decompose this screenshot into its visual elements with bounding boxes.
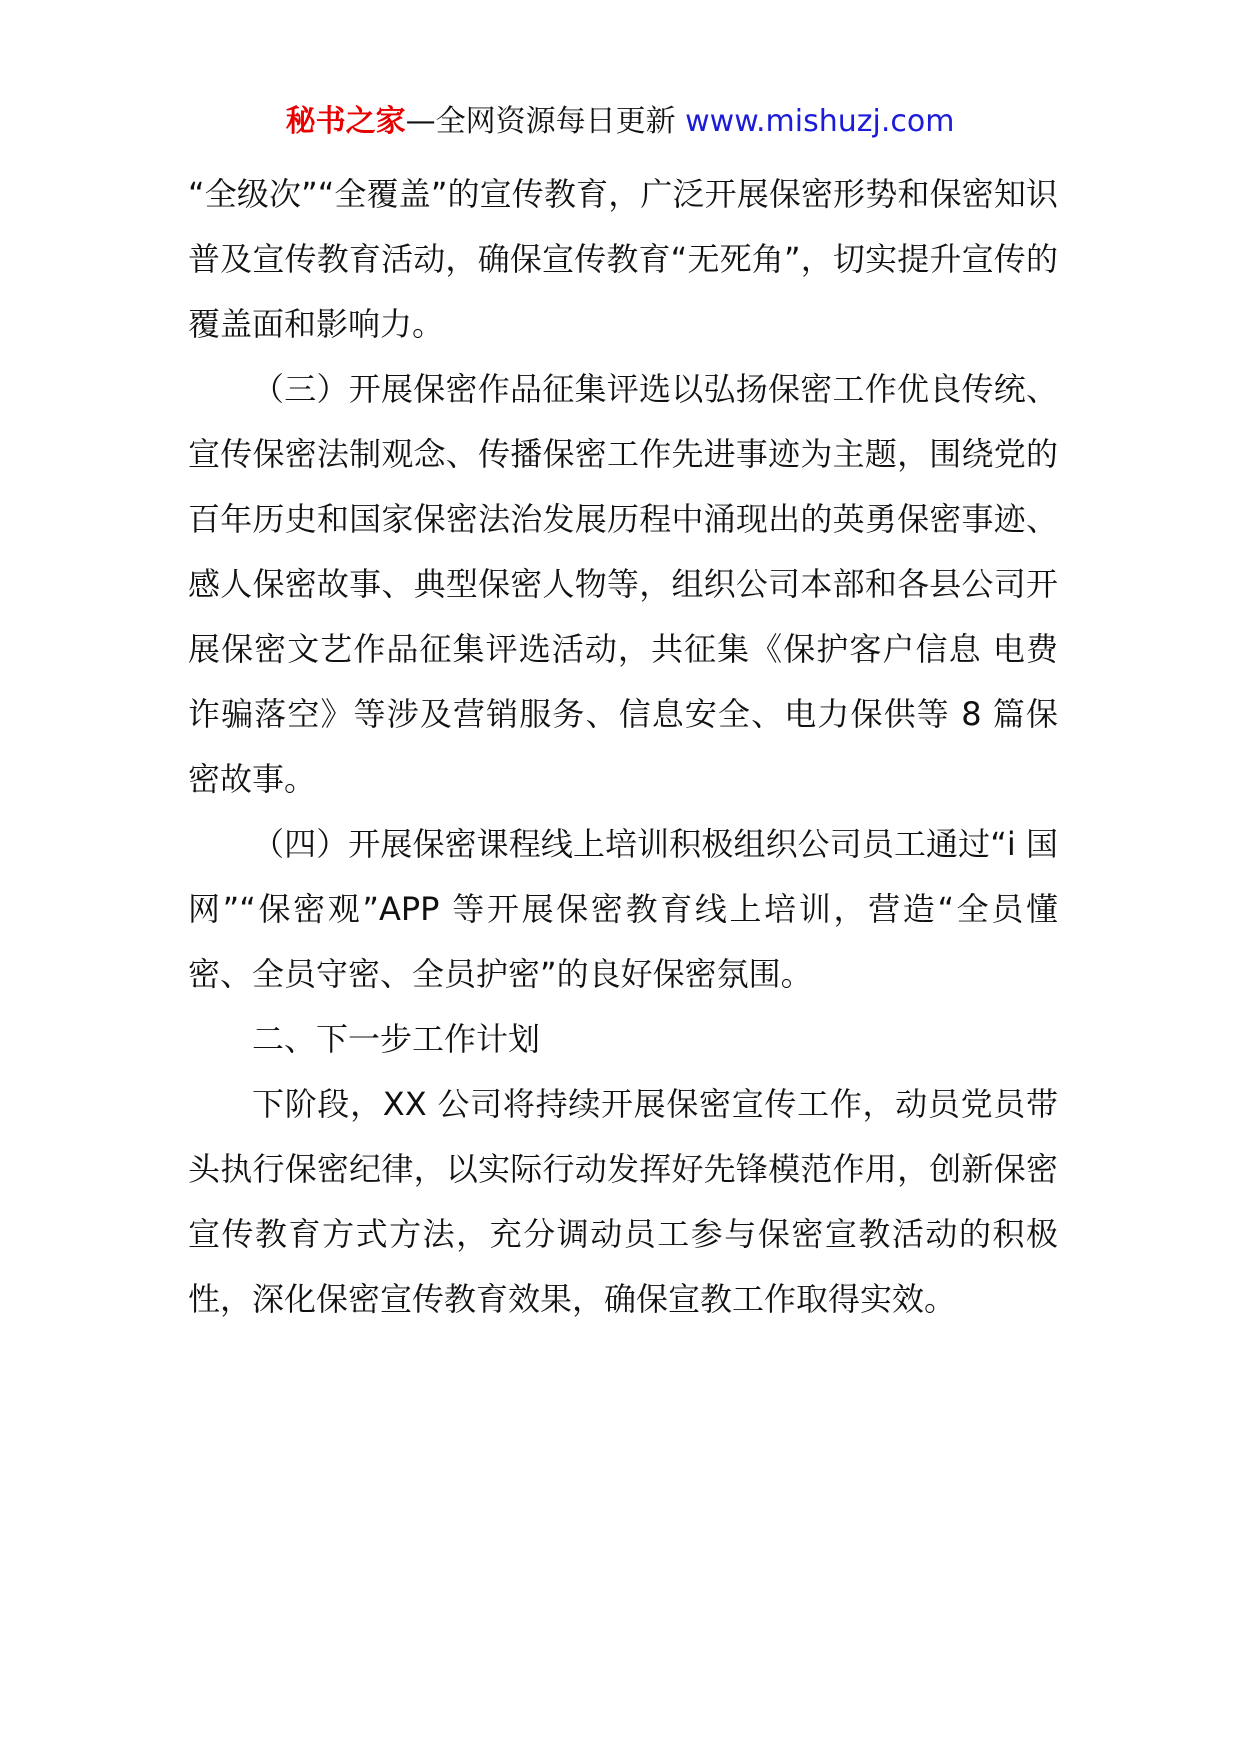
section-heading-next-steps: 二、下一步工作计划 [252,1020,541,1058]
paragraph-section-three: （三）开展保密作品征集评选以弘扬保密工作优良传统、宣传保密法制观念、传播保密工作先进事迹为主题，围绕党的百年历史和国家保密法治发展历程中涌现出的英勇保密事迹、感人保密故事、典型保密人物等，组织公司本部和各县公司开展保密文艺作品征集评选活动，共征集《保护客户信息 电费诈骗落空》等涉及营销服务、信息安全、电力保供等 8 篇保密故事。 [188,370,1058,798]
paragraph-next-steps: 下阶段，XX 公司将持续开展保密宣传工作，动员党员带头执行保密纪律，以实际行动发挥好先锋模范作用，创新保密宣传教育方式方法，充分调动员工参与保密宣教活动的积极性，深化保密宣传教育效果，确保宣教工作取得实效。 [188,1085,1058,1318]
header-tagline: —全网资源每日更新 [405,104,686,139]
header-brand: 秘书之家 [285,104,406,139]
page-header [0,100,1240,144]
paragraph-section-four: （四）开展保密课程线上培训积极组织公司员工通过“i 国网”“保密观”APP 等开展保密教育线上培训，营造“全员懂密、全员守密、全员护密”的良好保密氛围。 [188,825,1058,993]
header-site-link[interactable]: www.mishuzj.com [685,104,955,139]
document-body [188,162,1058,1332]
paragraph-continued: “全级次”“全覆盖”的宣传教育，广泛开展保密形势和保密知识普及宣传教育活动，确保宣传教育“无死角”，切实提升宣传的覆盖面和影响力。 [188,175,1058,343]
